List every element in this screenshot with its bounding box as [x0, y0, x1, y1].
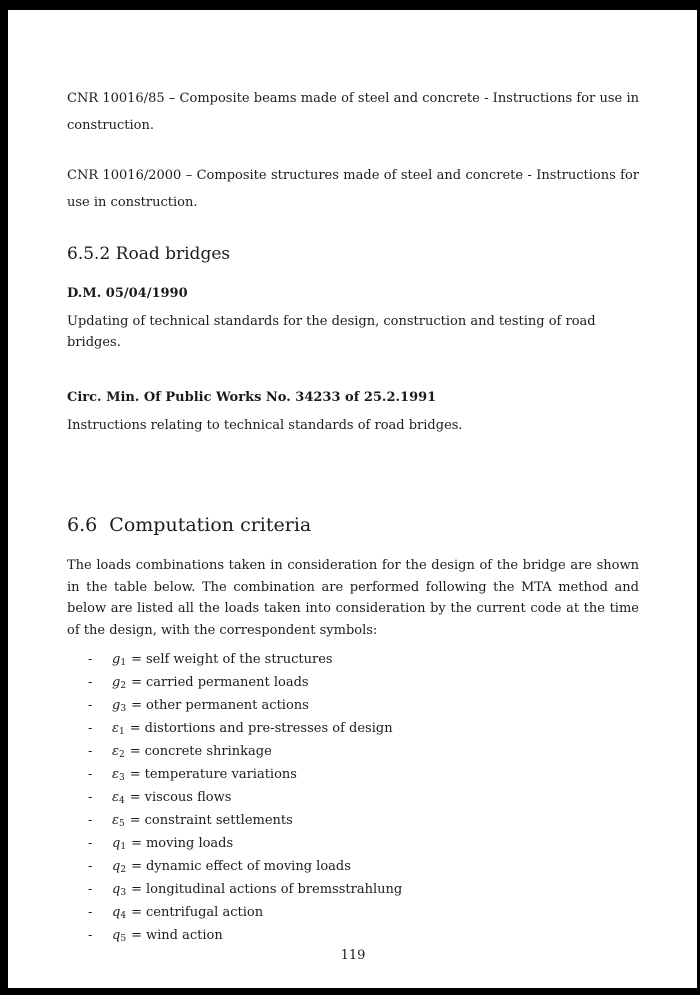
symbol-description: viscous flows	[144, 790, 232, 805]
symbol-epsilon5	[112, 813, 125, 828]
symbol-q3	[112, 882, 126, 897]
symbol-base: q	[112, 859, 121, 874]
list-item-q2	[67, 855, 639, 878]
entry-description-dm-1990: Updating of technical standards for the design, construction and testing of road bridges.	[67, 314, 596, 350]
symbol-g1	[112, 652, 126, 667]
list-item-q4	[67, 901, 639, 924]
symbol-base: ε	[112, 744, 119, 759]
symbol-description: self weight of the structures	[145, 652, 333, 667]
symbol-subscript: 5	[120, 934, 127, 944]
symbol-base: g	[112, 698, 121, 713]
list-item-g2	[67, 671, 639, 694]
document-page	[8, 10, 697, 988]
symbol-description: moving loads	[145, 836, 234, 851]
symbol-epsilon1	[112, 721, 125, 736]
symbol-description: longitudinal actions of bremsstrahlung	[145, 882, 403, 897]
computation-intro-paragraph: The loads combinations taken in consideration for the design of the bridge are shown in the table below. The combination are performed following the MTA method and below are listed all the loads taken into consideration by the current code at the time of the design, with the correspondent symbols:	[67, 558, 639, 638]
bullet-dash: -	[88, 813, 93, 828]
bullet-dash: -	[88, 652, 93, 667]
symbol-subscript: 1	[120, 842, 127, 852]
bullet-dash: -	[88, 721, 93, 736]
symbol-base: ε	[112, 813, 119, 828]
equals-sign: =	[129, 790, 141, 805]
entry-description-circ-min-34233: Instructions relating to technical standards of road bridges.	[67, 418, 463, 433]
symbol-epsilon3	[112, 767, 125, 782]
symbol-description: carried permanent loads	[145, 675, 309, 690]
symbol-epsilon2	[112, 744, 125, 759]
equals-sign: =	[131, 928, 142, 943]
list-item-q3	[67, 878, 639, 901]
symbol-subscript: 2	[120, 681, 127, 691]
symbol-q5	[112, 928, 126, 943]
symbol-q2	[112, 859, 126, 874]
symbol-description: centrifugal action	[145, 905, 264, 920]
symbol-base: ε	[112, 790, 119, 805]
bullet-dash: -	[88, 767, 93, 782]
bullet-dash: -	[88, 905, 93, 920]
page-number: 119	[340, 948, 366, 963]
symbol-subscript: 3	[120, 888, 127, 898]
equals-sign: =	[131, 905, 142, 920]
symbol-description: distortions and pre-stresses of design	[144, 721, 393, 736]
reference-paragraph-cnr-10016-85: CNR 10016/85 – Composite beams made of steel and concrete - Instructions for use in construction.	[67, 91, 639, 133]
symbol-base: g	[112, 652, 121, 667]
symbol-epsilon4	[112, 790, 125, 805]
symbol-base: q	[112, 836, 121, 851]
list-item-q1	[67, 832, 639, 855]
list-item-g1	[67, 648, 639, 671]
symbol-base: ε	[112, 721, 119, 736]
list-item-e3	[67, 763, 639, 786]
symbol-description: wind action	[145, 928, 223, 943]
symbol-description: concrete shrinkage	[144, 744, 272, 759]
symbol-description: dynamic effect of moving loads	[145, 859, 351, 874]
equals-sign: =	[129, 813, 141, 828]
list-item-e5	[67, 809, 639, 832]
symbol-subscript: 4	[118, 796, 125, 806]
bullet-dash: -	[88, 836, 93, 851]
symbol-description: other permanent actions	[145, 698, 309, 713]
symbol-base: ε	[112, 767, 119, 782]
symbol-base: q	[112, 905, 121, 920]
symbol-q1	[112, 836, 126, 851]
symbol-subscript: 4	[120, 911, 127, 921]
entry-title-circ-min-34233: Circ. Min. Of Public Works No. 34233 of 25.2.1991	[67, 390, 437, 405]
symbol-base: g	[112, 675, 121, 690]
equals-sign: =	[129, 744, 141, 759]
symbol-base: q	[112, 882, 121, 897]
heading-road-bridges: 6.5.2 Road bridges	[67, 244, 231, 264]
symbol-subscript: 3	[120, 704, 127, 714]
page-content	[8, 10, 697, 964]
symbol-g2	[112, 675, 126, 690]
list-item-q5	[67, 924, 639, 947]
list-item-g3	[67, 694, 639, 717]
symbol-description: constraint settlements	[144, 813, 293, 828]
symbol-subscript: 2	[118, 750, 125, 760]
bullet-dash: -	[88, 928, 93, 943]
load-symbols-list	[67, 648, 639, 947]
symbol-base: q	[112, 928, 121, 943]
symbol-g3	[112, 698, 126, 713]
equals-sign: =	[129, 767, 141, 782]
symbol-subscript: 1	[118, 727, 125, 737]
equals-sign: =	[129, 721, 141, 736]
bullet-dash: -	[88, 790, 93, 805]
bullet-dash: -	[88, 859, 93, 874]
symbol-subscript: 1	[120, 658, 127, 668]
reference-paragraph-cnr-10016-2000: CNR 10016/2000 – Composite structures made of steel and concrete - Instructions for use in construction.	[67, 168, 639, 210]
list-item-e2	[67, 740, 639, 763]
bullet-dash: -	[88, 698, 93, 713]
equals-sign: =	[131, 652, 142, 667]
equals-sign: =	[131, 882, 142, 897]
symbol-description: temperature variations	[144, 767, 297, 782]
entry-title-dm-1990: D.M. 05/04/1990	[67, 286, 188, 301]
bullet-dash: -	[88, 882, 93, 897]
list-item-e1	[67, 717, 639, 740]
symbol-q4	[112, 905, 126, 920]
equals-sign: =	[131, 675, 142, 690]
equals-sign: =	[131, 859, 142, 874]
symbol-subscript: 2	[120, 865, 127, 875]
symbol-subscript: 3	[118, 773, 125, 783]
heading-computation-criteria: 6.6 Computation criteria	[67, 514, 312, 536]
list-item-e4	[67, 786, 639, 809]
symbol-subscript: 5	[118, 819, 125, 829]
equals-sign: =	[131, 836, 142, 851]
equals-sign: =	[131, 698, 142, 713]
bullet-dash: -	[88, 675, 93, 690]
bullet-dash: -	[88, 744, 93, 759]
